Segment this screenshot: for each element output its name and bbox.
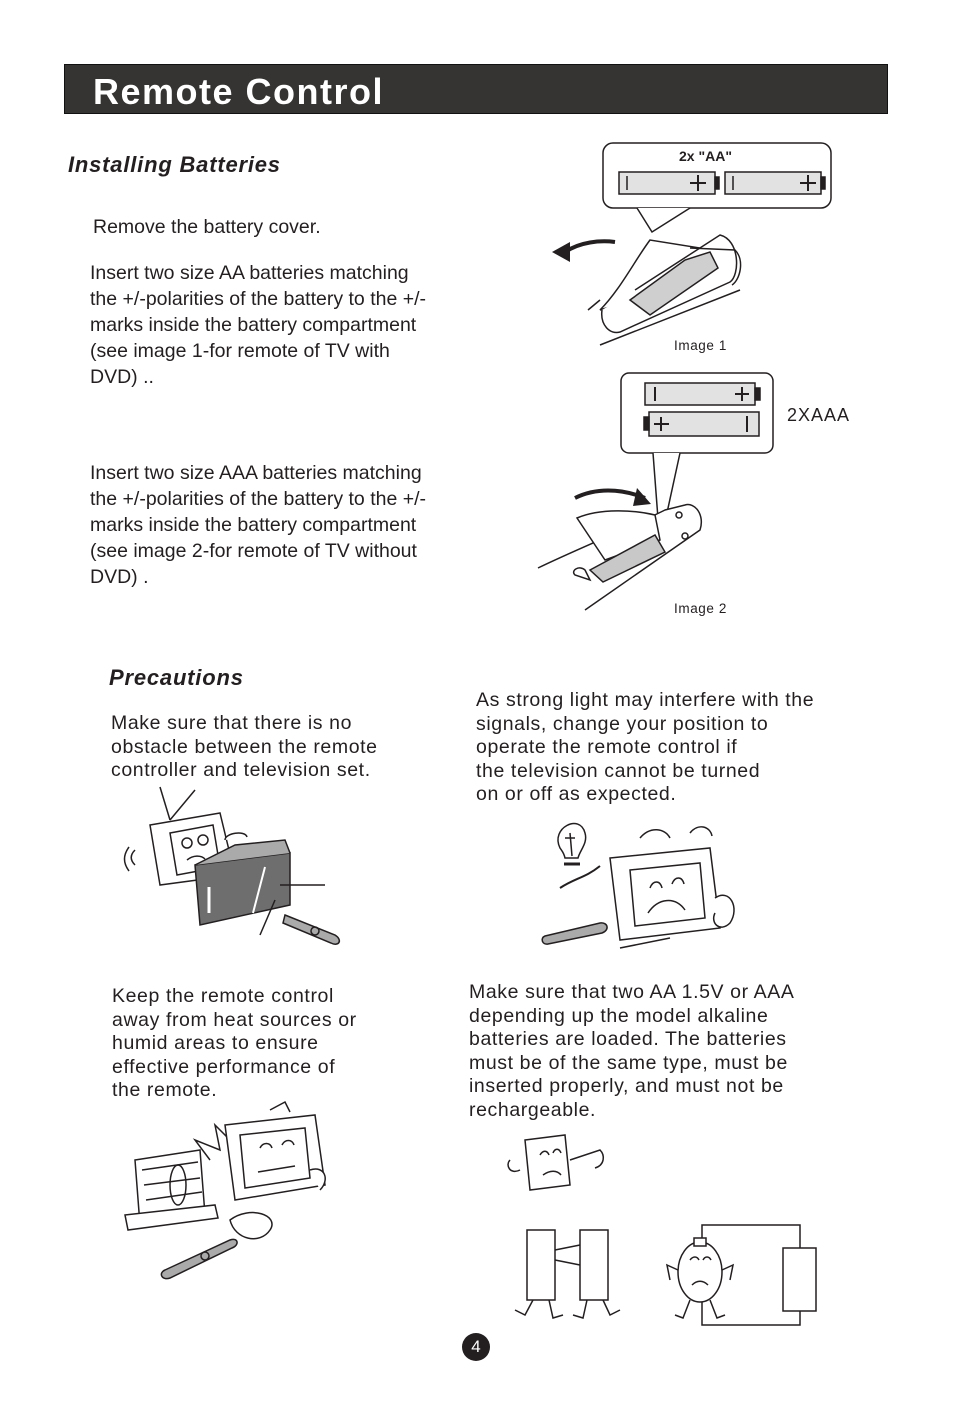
precaution-strong-light-text: As strong light may interfere with the signals, change your position to operate the remote control if the television cannot be turned on or off as expected. [476,689,815,806]
step-insert-aa: Insert two size AA batteries matching the +/-polarities of the battery to the +/- marks inside the battery compartment (see image 1-for remote of TV with DVD) .. [90,262,427,388]
precaution-heat-text: Keep the remote control away from heat sources or humid areas to ensure effective performance of the remote. [112,985,357,1102]
tv-heat-source-illustration [120,1100,350,1280]
page-number: 4 [462,1333,490,1361]
step-insert-aaa: Insert two size AAA batteries matching the +/-polarities of the battery to the +/- marks inside the battery compartment (see image 2-for remote of TV without DVD) . [90,462,427,588]
image2-caption: Image 2 [674,601,727,616]
page-title: Remote Control [93,71,384,112]
precaution-obstacle-text: Make sure that there is no obstacle between the remote controller and television set. [111,712,378,782]
tv-obstacle-illustration [125,785,350,950]
image2-battery-illustration [535,370,865,620]
image1-battery-label: 2x "AA" [679,148,732,164]
image1-caption: Image 1 [674,338,727,353]
image1-battery-illustration [540,140,840,360]
header-bar [64,64,888,114]
tv-strong-light-illustration [540,818,750,958]
step-remove-cover: Remove the battery cover. [93,216,321,238]
precaution-batteries-text: Make sure that two AA 1.5V or AAA depending up the model alkaline batteries are loaded. The batteries must be of the same type, must be inserted properly, and must not be rechargeable. [469,981,795,1121]
precautions-heading: Precautions [109,665,244,690]
installing-batteries-heading: Installing Batteries [68,152,281,177]
tv-batteries-illustration [505,1120,825,1330]
image2-battery-label: 2XAAA [787,405,851,425]
